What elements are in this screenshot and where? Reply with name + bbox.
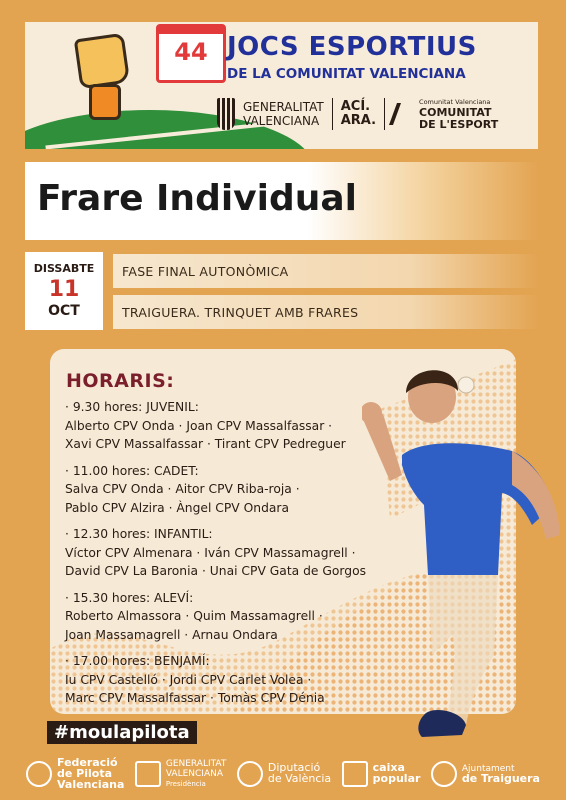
schedule-players: Iu CPV Castelló · Jordi CPV Carlet Volea · [65,672,312,687]
page-title: Frare Individual [37,178,358,219]
diputacio-icon [237,761,263,787]
mascot-head-icon [74,33,130,89]
schedule-time-category: · 12.30 hores: INFANTIL: [65,527,213,541]
schedule-time-category: · 9.30 hores: JUVENIL: [65,400,199,414]
schedule-players: Roberto Almassora · Quim Massamagrell · [65,609,323,623]
traiguera-crest-icon [431,761,457,787]
aci-ara-logo: ACÍ. ARA. [340,99,377,128]
ajuntament-traiguera-logo: Ajuntament de Traiguera [431,761,540,787]
caixa-popular-icon [342,761,368,787]
player-photo [362,355,562,750]
federacio-pilota-logo: Federació de Pilota Valenciana [26,758,124,791]
schedule-players: Pablo CPV Alzira · Àngel CPV Ondara [65,500,290,515]
caixa-popular-logo: caixa popular [342,761,421,787]
edition-badge: 44 [156,24,226,83]
date-month: OCT [48,303,80,319]
schedule-time-category: · 15.30 hores: ALEVÍ: [65,590,194,605]
date-box [25,252,103,330]
schedule-players: Joan Massamagrell · Arnau Ondara [65,627,278,642]
schedule-heading: HORARIS: [66,370,175,392]
date-day: 11 [48,277,80,302]
header-banner [25,22,538,149]
comunitat-esport-logo: Comunitat Valenciana COMUNITAT DE L'ESPORT [419,98,499,131]
schedule-players: Salva CPV Onda · Aitor CPV Riba-roja · [65,482,300,496]
generalitat-logo: GENERALITAT VALENCIANA [243,100,324,128]
event-series-subtitle: DE LA COMUNITAT VALENCIANA [227,66,466,82]
schedule-players: Alberto CPV Onda · Joan CPV Massalfassar · [65,418,333,433]
phase-line [113,254,538,288]
date-weekday: DISSABTE [33,262,95,275]
event-series-title: JOCS ESPORTIUS [227,32,477,62]
logo-divider [384,98,385,130]
title-box [25,162,538,240]
generalitat-presidencia-logo: GENERALITAT VALENCIANA Presidència [135,759,227,789]
venue-line [113,295,538,329]
footer-logos [0,748,566,800]
generalitat-crest-icon [217,98,235,130]
sponsor-logo-row [217,94,498,134]
generalitat-crest-icon [135,761,161,787]
diputacio-valencia-logo: Diputació de València [237,761,331,787]
mascot-body-icon [89,84,121,120]
schedule-players: Xavi CPV Massalfassar · Tirant CPV Pedreguer [65,437,346,451]
schedule-players: David CPV La Baronia · Unai CPV Gata de Gorgos [65,564,366,578]
venue-text: TRAIGUERA. TRINQUET AMB FRARES [122,305,359,320]
schedule-time-category: · 17.00 hores: BENJAMÍ: [65,654,210,668]
schedule-time-category: · 11.00 hores: CADET: [65,463,199,478]
comunitat-esport-mark-icon [389,103,415,125]
schedule-players: Marc CPV Massalfassar · Tomàs CPV Dénia [65,691,325,705]
logo-divider [332,98,333,130]
hashtag-label: #moulapilota [47,721,197,744]
pilota-ball-icon [26,761,52,787]
schedule-players: Víctor CPV Almenara · Iván CPV Massamagrell · [65,545,356,560]
phase-text: FASE FINAL AUTONÒMICA [122,264,289,279]
